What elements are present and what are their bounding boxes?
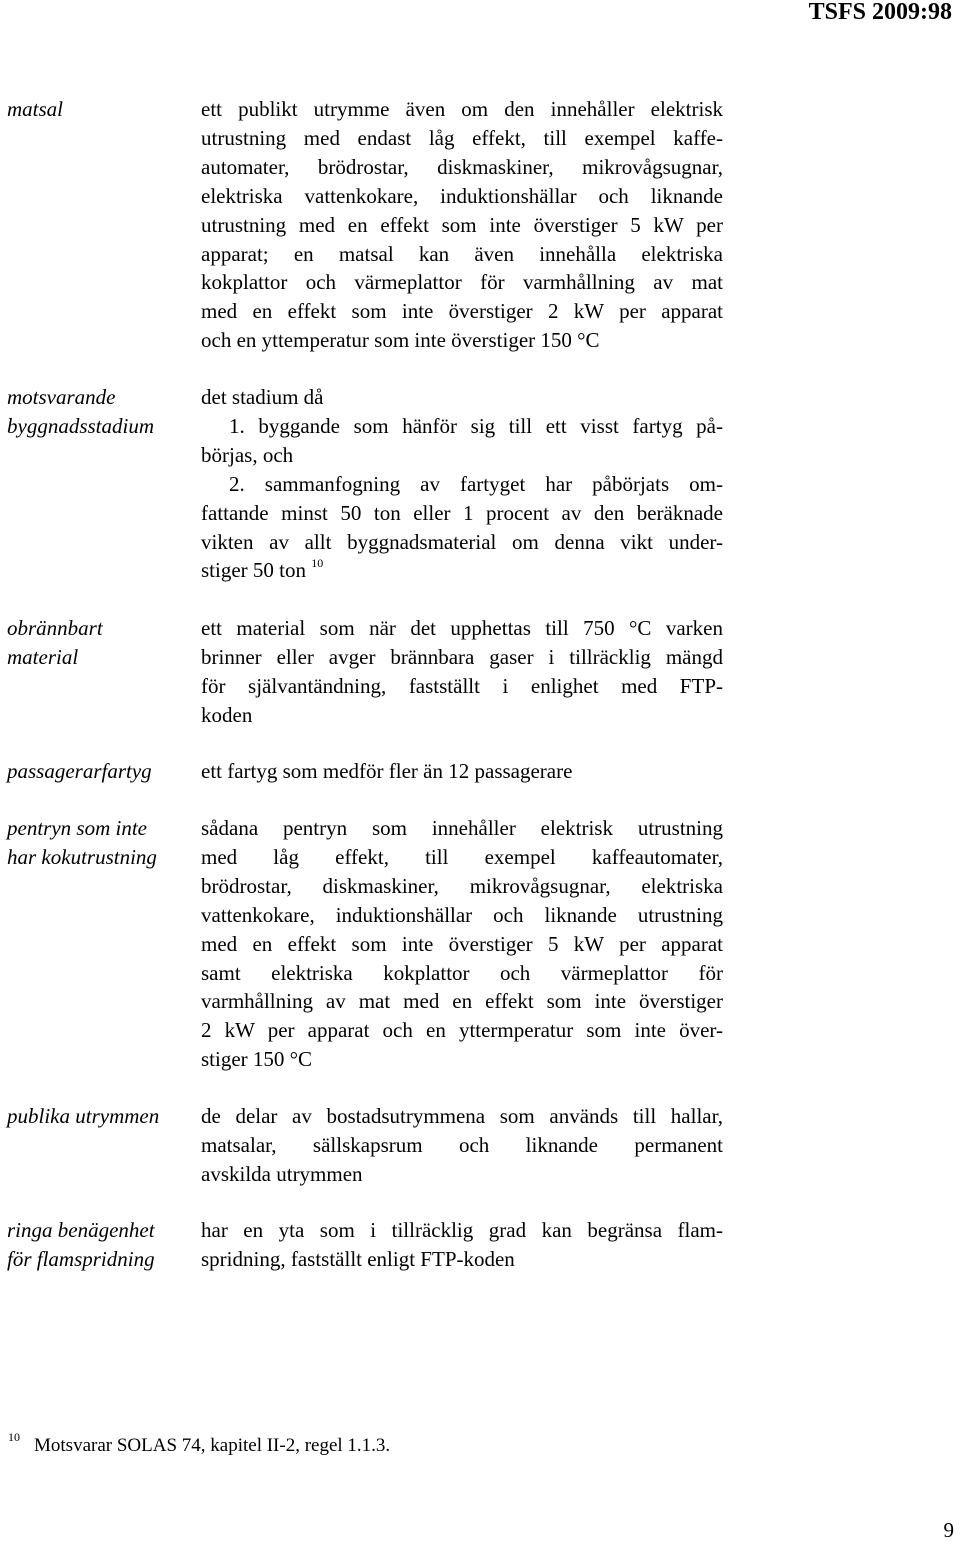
page-number: 9 [943,1518,954,1542]
definition-line: vikten av allt byggnadsmaterial om denna vikt under- [201,529,723,554]
term-passagerarfartyg [7,757,192,786]
term-motsvarande-byggnadsstadium [7,383,192,441]
definition-line: kokplattor och värmeplattor för varmhållning av mat [201,270,723,295]
definition-line: börjas, och [201,442,294,467]
definition-passagerarfartyg [201,757,723,786]
term-obrannbart-material [7,614,192,672]
definition-line: spridning, fastställt enligt FTP-koden [201,1246,515,1271]
definition-line: vattenkokare, induktionshällar och liknande utrustning [201,902,723,927]
definition-pentryn-som-inte-har-kokutrustning [201,814,723,1074]
definition-line: brödrostar, diskmaskiner, mikrovågsugnar, elektriska [201,873,723,898]
definition-ringa-benagenhet-for-flamspridning [201,1216,723,1274]
definition-line-with-footnote [201,556,723,585]
term-line: har kokutrustning [7,844,157,869]
term-line: matsal [7,97,64,121]
term-ringa-benagenhet-for-flamspridning [7,1216,192,1274]
definition-line: ett publikt utrymme även om den innehåller elektrisk [201,97,723,121]
definition-text: stiger 50 ton [201,558,306,583]
term-matsal [7,95,192,124]
definition-line: elektriska vattenkokare, induktionshällar och liknande [201,183,723,208]
document-header: TSFS 2009:98 [808,0,952,25]
definition-line: det stadium då [201,385,324,409]
list-item-2: 2. sammanfogning av fartyget har påbörjats om- [229,471,723,496]
definition-motsvarande-byggnadsstadium [201,383,723,585]
definition-line: har en yta som i tillräcklig grad kan begränsa flam- [201,1218,723,1242]
definition-line: automater, brödrostar, diskmaskiner, mikrovågsugnar, [201,154,723,179]
footnote [8,1425,390,1458]
definition-line: stiger 150 °C [201,1047,313,1072]
definition-line: ett material som när det upphettas till 750 °C varken [201,616,723,640]
definition-publika-utrymmen [201,1102,723,1189]
term-line: byggnadsstadium [7,413,154,438]
definition-line: de delar av bostadsutrymmena som används till hallar, [201,1104,723,1128]
definition-line: varmhållning av mat med en effekt som inte överstiger [201,989,723,1014]
definition-line: med en effekt som inte överstiger 5 kW per apparat [201,931,723,956]
term-line: motsvarande [7,385,116,409]
term-line: pentryn som inte [7,816,147,840]
definition-line: 2 kW per apparat och en yttermperatur som inte över- [201,1018,723,1043]
definition-line: utrustning med en effekt som inte överstiger 5 kW per [201,212,723,237]
definition-line: fattande minst 50 ton eller 1 procent av den beräknade [201,500,723,525]
definition-line: och en yttemperatur som inte överstiger 150 °C [201,328,600,353]
definition-line: sådana pentryn som innehåller elektrisk utrustning [201,816,723,840]
footnote-text: Motsvarar SOLAS 74, kapitel II-2, regel 1.1.3. [34,1435,391,1456]
definition-line: avskilda utrymmen [201,1161,363,1186]
term-pentryn-som-inte-har-kokutrustning [7,814,192,872]
definition-matsal [201,95,723,355]
definition-line: koden [201,702,253,727]
definition-line: apparat; en matsal kan även innehålla elektriska [201,241,723,266]
definition-line: matsalar, sällskapsrum och liknande permanent [201,1132,723,1157]
term-line: passagerarfartyg [7,759,152,783]
definition-obrannbart-material [201,614,723,730]
definition-line: brinner eller avger brännbara gaser i tillräcklig mängd [201,644,723,669]
term-publika-utrymmen [7,1102,192,1131]
term-line: för flamspridning [7,1246,155,1271]
footnote-number: 10 [8,1430,20,1444]
term-line: obrännbart [7,616,103,640]
definition-line: samt elektriska kokplattor och värmeplattor för [201,960,723,985]
term-line: material [7,644,79,669]
footnote-reference[interactable]: 10 [311,556,324,571]
list-item-1: 1. byggande som hänför sig till ett visst fartyg på- [229,413,723,438]
definition-line: utrustning med endast låg effekt, till exempel kaffe- [201,125,723,150]
term-line: ringa benägenhet [7,1218,155,1242]
definition-line: med en effekt som inte överstiger 2 kW per apparat [201,299,723,324]
definition-line: med låg effekt, till exempel kaffeautomater, [201,844,723,869]
term-line: publika utrymmen [7,1104,160,1128]
definition-line: för självantändning, fastställt i enlighet med FTP- [201,673,723,698]
definition-line: ett fartyg som medför fler än 12 passagerare [201,759,573,783]
